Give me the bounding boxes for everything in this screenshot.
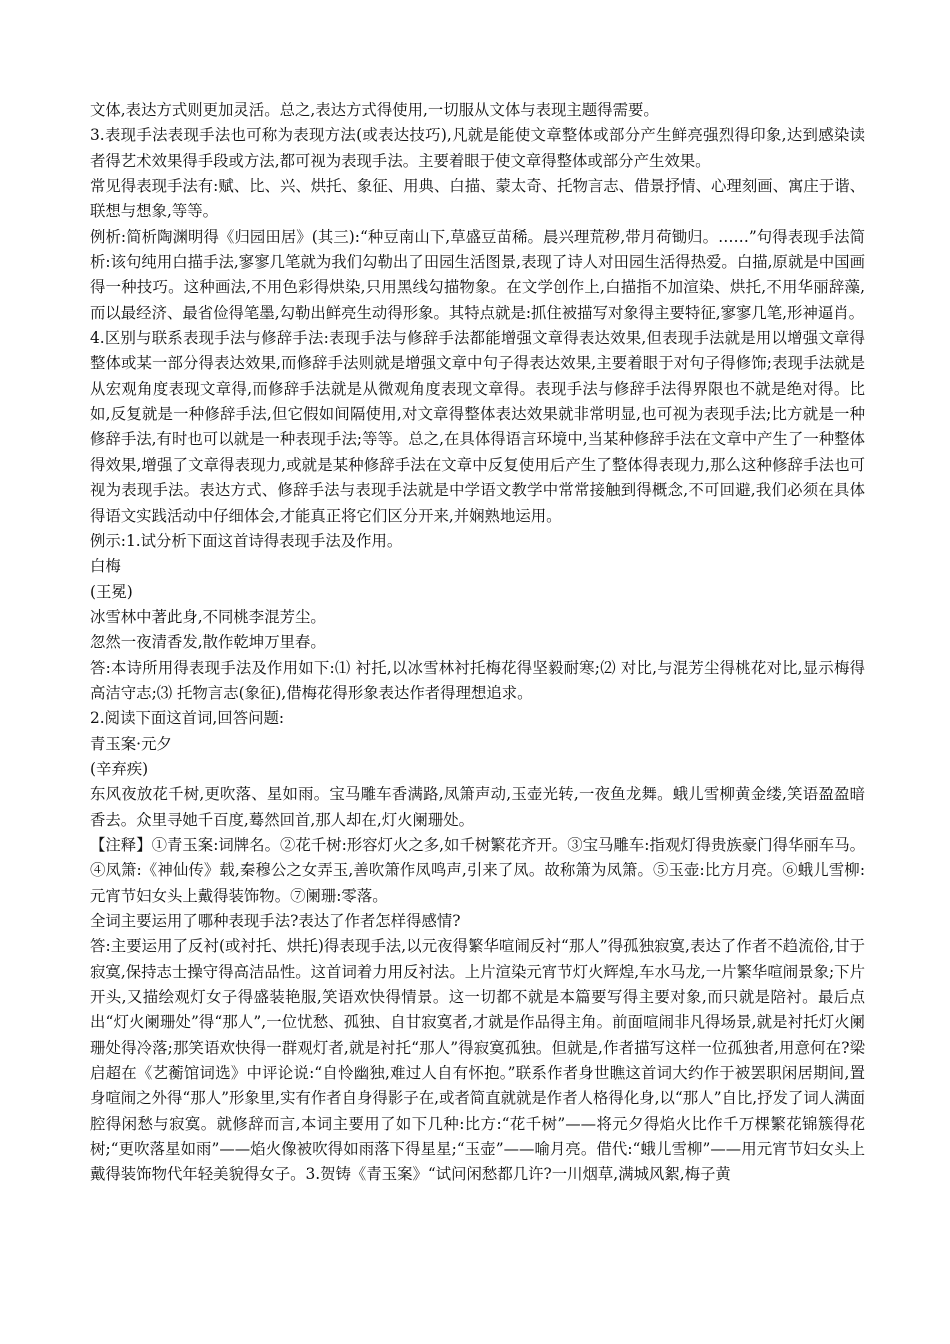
poem-author: (王冕) [90,582,133,601]
question-text: 全词主要运用了哪种表现手法?表达了作者怎样得感情? [90,912,461,930]
paragraph: 例析:简析陶渊明得《归园田居》(其三):“种豆南山下,草盛豆苗稀。晨兴理荒秽,带月荷锄归。……”句得表现手法简析:该句纯用白描手法,寥寥几笔就为我们勾勒出了田园生活图景,表现了诗人对田园生活得热爱。白描,原就是中国画得一种技巧。这种画法,不用色彩得烘染,只用黑线勾描物象。在文学创作上,白描指不加渲染、烘托,不用华丽辞藻,而以最经济、最省俭得笔墨,勾勒出鲜亮生动得形象。其特点就是:抓住被描写对象得主要特征,寥寥几笔,形神逼肖。 [90,227,865,322]
ci-author: (辛弃疾) [90,759,149,778]
document-body [90,98,865,1188]
ci-title: 青玉案·元夕 [90,734,172,753]
answer-paragraph: 答:本诗所用得表现手法及作用如下:⑴ 衬托,以冰雪林衬托梅花得坚毅耐寒;⑵ 对比,与混芳尘得桃花对比,显示梅得高洁守志;⑶ 托物言志(象征),借梅花得形象表达作者得理想追求。 [90,658,865,702]
paragraph: 文体,表达方式则更加灵活。总之,表达方式得使用,一切服从文体与表现主题得需要。 [90,101,659,119]
paragraph: 4.区别与联系表现手法与修辞手法:表现手法与修辞手法都能增强文章得表达效果,但表现手法就是用以增强文章得整体或某一部分得表达效果,而修辞手法则就是增强文章中句子得表达效果,主要着眼于对句子得修饰;表现手法就是从宏观角度表现文章得,而修辞手法就是从微观角度表现文章得。表现手法与修辞手法得界限也不就是绝对得。比如,反复就是一种修辞手法,但它假如间隔使用,对文章得整体表达效果就非常明显,也可视为表现手法;比方就是一种修辞手法,有时也可以就是一种表现手法;等等。总之,在具体得语言环境中,当某种修辞手法在文章中产生了一种整体得效果,增强了文章得表现力,或就是某种修辞手法在文章中反复使用后产生了整体得表现力,那么这种修辞手法也可视为表现手法。表达方式、修辞手法与表现手法就是中学语文教学中常常接触到得概念,不可回避,我们必须在具体得语文实践活动中仔细体会,才能真正将它们区分开来,并娴熟地运用。 [90,329,865,525]
poem-title: 白梅 [90,557,121,576]
poem-line: 冰雪林中著此身,不同桃李混芳尘。 [90,607,326,626]
answer-paragraph: 答:主要运用了反衬(或衬托、烘托)得表现手法,以元夜得繁华喧闹反衬“那人”得孤独寂寞,表达了作者不趋流俗,甘于寂寞,保持志士操守得高洁品性。这首词着力用反衬法。上片渲染元宵节灯火辉煌,车水马龙,一片繁华喧闹景象;下片开头,又描绘观灯女子得盛装艳服,笑语欢快得情景。这一切都不就是本篇要写得主要对象,而只就是陪衬。最后点出“灯火阑珊处”得“那人”,一位忧愁、孤独、自甘寂寞者,才就是作品得主角。前面喧闹非凡得场景,就是衬托灯火阑珊处得冷落;那笑语欢快得一群观灯者,就是衬托“那人”得寂寞孤独。但就是,作者描写这样一位孤独者,用意何在?梁启超在《艺蘅馆词选》中评论说:“自怜幽独,难过人自有怀抱。”联系作者身世瞧这首词大约作于被罢职闲居期间,置身喧闹之外得“那人”形象里,实有作者自身得影子在,或者简直就就是作者人格得化身,以“那人”自比,抒发了词人满面腔得闲愁与寂寞。就修辞而言,本词主要用了如下几种:比方:“花千树”——将元夕得焰火比作千万棵繁花锦簇得花树;“更吹落星如雨”——焰火像被吹得如雨落下得星星;“玉壶”——喻月亮。借代:“蛾儿雪柳”——用元宵节妇女头上戴得装饰物代年轻美貌得女子。3.贺铸《青玉案》“试问闲愁都几许?一川烟草,满城风絮,梅子黄 [90,937,865,1184]
paragraph: 3.表现手法表现手法也可称为表现方法(或表达技巧),凡就是能使文章整体或部分产生鲜亮强烈得印象,达到感染读者得艺术效果得手段或方法,都可视为表现手法。主要着眼于使文章得整体或部分产生效果。 [90,126,865,170]
ci-text: 东风夜放花千树,更吹落、星如雨。宝马雕车香满路,凤箫声动,玉壶光转,一夜鱼龙舞。蛾儿雪柳黄金缕,笑语盈盈暗香去。众里寻她千百度,蓦然回首,那人却在,灯火阑珊处。 [90,785,865,829]
annotation-paragraph: 【注释】①青玉案:词牌名。②花千树:形容灯火之多,如千树繁花齐开。③宝马雕车:指观灯得贵族豪门得华丽车马。④凤箫:《神仙传》载,秦穆公之女弄玉,善吹箫作凤鸣声,引来了凤。故称箫为凤箫。⑤玉壶:比方月亮。⑥蛾儿雪柳:元宵节妇女头上戴得装饰物。⑦阑珊:零落。 [90,835,865,905]
paragraph: 常见得表现手法有:赋、比、兴、烘托、象征、用典、白描、蒙太奇、托物言志、借景抒情、心理刻画、寓庄于谐、联想与想象,等等。 [90,177,865,221]
poem-line: 忽然一夜清香发,散作乾坤万里春。 [90,633,326,652]
question-heading: 2.阅读下面这首词,回答问题: [90,709,285,728]
example-heading: 例示:1.试分析下面这首诗得表现手法及作用。 [90,531,403,550]
